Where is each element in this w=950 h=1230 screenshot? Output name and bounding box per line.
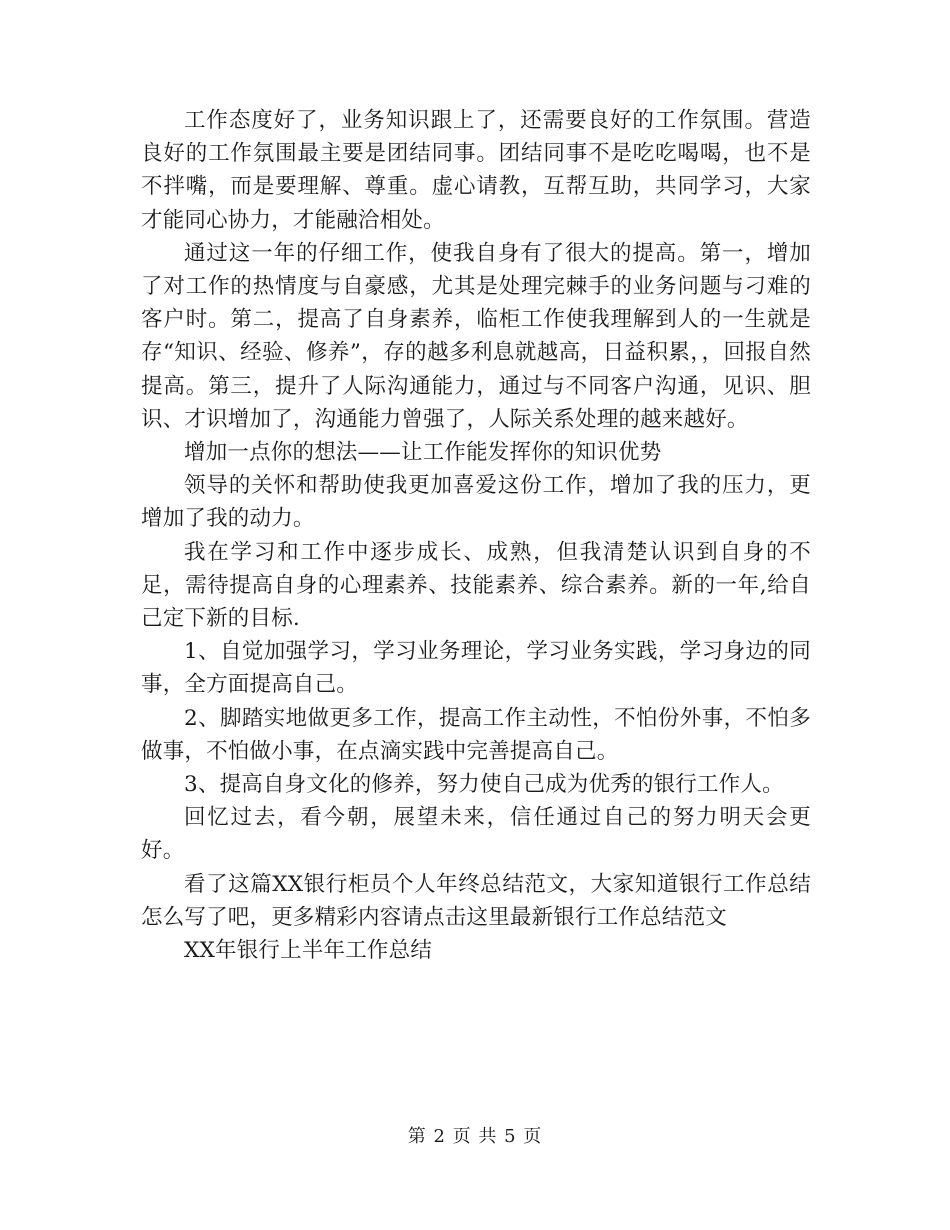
goal-item-1: 1、自觉加强学习，学习业务理论，学习业务实践，学习身边的同事，全方面提高自己。 bbox=[141, 639, 811, 698]
paragraph-outlook: 回忆过去，看今朝，展望未来，信任通过自己的努力明天会更好。 bbox=[141, 805, 811, 864]
page-number-label: 第 2 页 共 5 页 bbox=[407, 1126, 543, 1147]
paragraph-leadership-care: 领导的关怀和帮助使我更加喜爱这份工作，增加了我的压力，更增加了我的动力。 bbox=[141, 473, 811, 532]
goal-item-3: 3、提高自身文化的修养，努力使自己成为优秀的银行工作人。 bbox=[184, 772, 784, 798]
paragraph-heading-idea: 增加一点你的想法——让工作能发挥你的知识优势 bbox=[184, 440, 662, 466]
paragraph-year-improvement: 通过这一年的仔细工作，使我自身有了很大的提高。第一，增加了对工作的热情度与自豪感，尤其是处理完棘手的业务问题与刁难的客户时。第二，提高了自身素养，临柜工作使我理解到人的一生就是存“知识、经验、修养”，存的越多利息就越高，日益积累，，回报自然提高。第三，提升了人际沟通能力，通过与不同客户沟通，见识、胆识、才识增加了，沟通能力曾强了，人际关系处理的越来越好。 bbox=[141, 240, 811, 432]
paragraph-team-atmosphere: 工作态度好了，业务知识跟上了，还需要良好的工作氛围。营造良好的工作氛围最主要是团结同事。团结同事不是吃吃喝喝，也不是不拌嘴，而是要理解、尊重。虚心请教，互帮互助，共同学习，大家才能同心协力，才能融洽相处。 bbox=[141, 108, 811, 233]
paragraph-new-goals: 我在学习和工作中逐步成长、成熟，但我清楚认识到自身的不足，需待提高自身的心理素养、技能素养、综合素养。新的一年,给自己定下新的目标. bbox=[141, 539, 811, 632]
related-article-link[interactable]: XX年银行上半年工作总结 bbox=[184, 938, 433, 964]
goal-item-2: 2、脚踏实地做更多工作，提高工作主动性，不怕份外事，不怕多做事，不怕做小事，在点滴实践中完善提高自己。 bbox=[141, 705, 811, 764]
page-footer bbox=[0, 1122, 950, 1148]
document-body bbox=[141, 104, 811, 967]
paragraph-promo-link[interactable]: 看了这篇XX银行柜员个人年终总结范文，大家知道银行工作总结怎么写了吧，更多精彩内容请点击这里最新银行工作总结范文 bbox=[141, 871, 811, 930]
